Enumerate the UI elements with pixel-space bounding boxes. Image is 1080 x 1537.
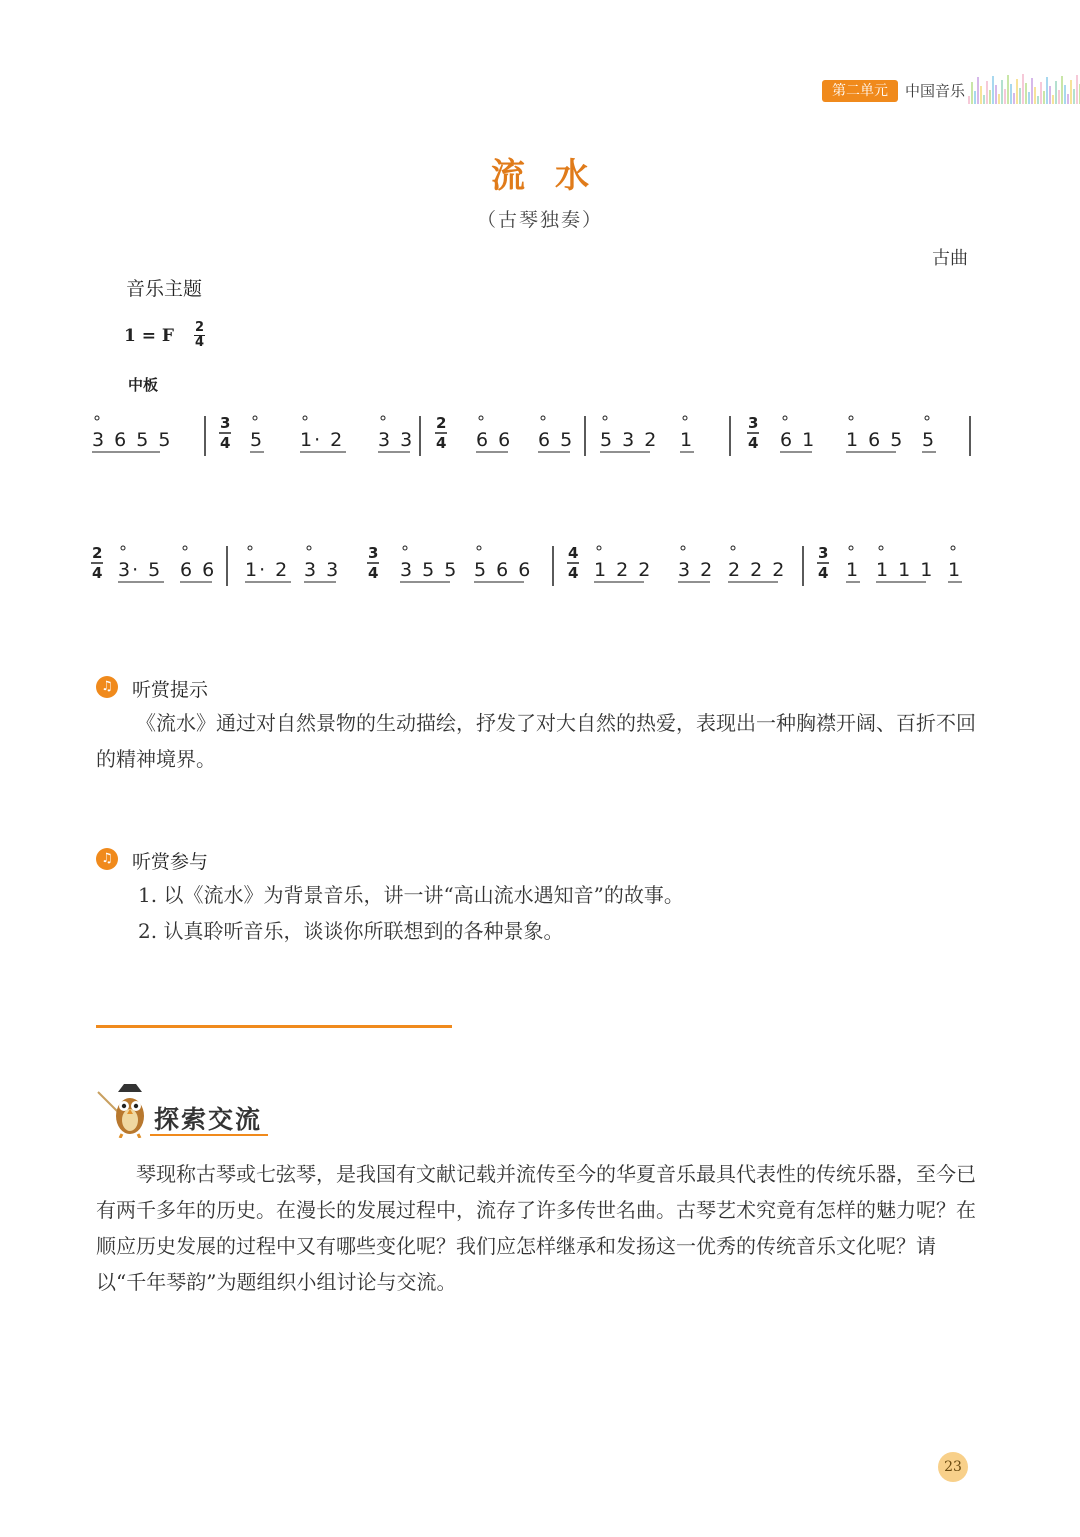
- score-harmonic-mark: [783, 416, 787, 420]
- score-notes: 1: [948, 559, 963, 581]
- unit-tab: 第二单元: [822, 80, 898, 102]
- explore-heading: 探索交流: [154, 1105, 263, 1134]
- score-notes: 1 6 5: [846, 429, 905, 451]
- equalizer-bar: [1052, 95, 1054, 104]
- score-harmonic-mark: [597, 546, 601, 550]
- equalizer-bar: [1067, 94, 1069, 104]
- score-notes: 1: [680, 429, 695, 451]
- equalizer-bar: [1037, 96, 1039, 104]
- score-harmonic-mark: [248, 546, 252, 550]
- score-harmonic-mark: [253, 416, 257, 420]
- score-harmonic-mark: [849, 546, 853, 550]
- score-time-signature: 4: [568, 564, 579, 582]
- score-harmonic-mark: [183, 546, 187, 550]
- equalizer-bar: [1022, 74, 1024, 104]
- participate-item-2: 2. 认真聆听音乐，谈谈你所联想到的各种景象。: [138, 919, 564, 943]
- score-harmonic-mark: [731, 546, 735, 550]
- equalizer-bar: [1070, 80, 1072, 104]
- listen-tips-heading: 听赏提示: [132, 679, 209, 701]
- page-title: 流水: [491, 156, 619, 196]
- equalizer-bar: [992, 76, 994, 104]
- score-notes: 1: [846, 559, 861, 581]
- equalizer-bar: [1010, 84, 1012, 104]
- equalizer-bar: [989, 90, 991, 104]
- equalizer-bar: [983, 95, 985, 104]
- section-divider: [96, 1025, 452, 1028]
- time-sig-num: 2: [195, 320, 205, 335]
- music-note-icon: ♫: [96, 676, 118, 698]
- theme-heading: 音乐主题: [126, 278, 203, 300]
- equalizer-decoration: [968, 70, 1080, 104]
- score-notes: 6 6: [180, 559, 217, 581]
- equalizer-bar: [1076, 75, 1078, 104]
- score-time-signature: 4: [748, 434, 759, 452]
- score-time-signature: 3: [368, 544, 379, 562]
- score-notes: 3 5 5: [400, 559, 459, 581]
- section-label: 中国音乐: [905, 82, 966, 100]
- score-line-1: [92, 414, 970, 456]
- score-harmonic-mark: [925, 416, 929, 420]
- equalizer-bar: [1028, 92, 1030, 104]
- score-harmonic-mark: [477, 546, 481, 550]
- equalizer-bar: [986, 81, 988, 104]
- score-notes: 3 3: [304, 559, 341, 581]
- equalizer-bar: [1064, 85, 1066, 104]
- score-notes: 1 1 1: [876, 559, 935, 581]
- score-notes: 6 6: [476, 429, 513, 451]
- listen-participate-heading: 听赏参与: [132, 851, 209, 873]
- subtitle: （古琴独奏）: [476, 209, 603, 231]
- score-harmonic-mark: [541, 416, 545, 420]
- score-harmonic-mark: [307, 546, 311, 550]
- score-notes: 6 5: [538, 429, 575, 451]
- equalizer-bar: [1049, 86, 1051, 104]
- score-time-signature: 2: [436, 414, 447, 432]
- score-time-signature: 2: [92, 544, 103, 562]
- equalizer-bar: [971, 82, 973, 104]
- score-notes: 2 2 2: [728, 559, 787, 581]
- equalizer-bar: [995, 85, 997, 104]
- score-notes: 3· 5: [118, 559, 163, 581]
- equalizer-bar: [977, 77, 979, 104]
- time-signature: [194, 321, 205, 350]
- equalizer-bar: [1058, 90, 1060, 104]
- time-sig-den: 4: [195, 335, 205, 350]
- composer: 古曲: [932, 248, 968, 269]
- equalizer-bar: [1040, 82, 1042, 104]
- score-time-signature: 4: [436, 434, 447, 452]
- score-notes: 3 2: [678, 559, 715, 581]
- score-harmonic-mark: [403, 546, 407, 550]
- score-time-signature: 3: [220, 414, 231, 432]
- score-notes: 3 6 5 5: [92, 429, 173, 451]
- score-notes: 1 2 2: [594, 559, 653, 581]
- score-harmonic-mark: [849, 416, 853, 420]
- equalizer-bar: [1031, 78, 1033, 104]
- owl-conductor-icon: [96, 1078, 152, 1138]
- equalizer-bar: [1019, 88, 1021, 104]
- score-time-signature: 4: [818, 564, 829, 582]
- equalizer-bar: [974, 91, 976, 104]
- equalizer-bar: [980, 86, 982, 104]
- score-notes: 3 3: [378, 429, 415, 451]
- key-signature: 1 = F: [124, 326, 174, 346]
- participate-item-1: 1. 以《流水》为背景音乐，讲一讲“高山流水遇知音”的故事。: [138, 883, 684, 907]
- page-number: 23: [938, 1452, 968, 1482]
- equalizer-bar: [1025, 83, 1027, 104]
- score-notes: 5 6 6: [474, 559, 533, 581]
- score-harmonic-mark: [603, 416, 607, 420]
- equalizer-bar: [998, 94, 1000, 104]
- score-harmonic-mark: [381, 416, 385, 420]
- score-time-signature: 3: [748, 414, 759, 432]
- score-time-signature: 4: [220, 434, 231, 452]
- score-harmonic-mark: [303, 416, 307, 420]
- score-notes: 1· 2: [300, 429, 345, 451]
- score-time-signature: 3: [818, 544, 829, 562]
- score-harmonic-mark: [121, 546, 125, 550]
- explore-underline: [150, 1134, 268, 1136]
- equalizer-bar: [1055, 81, 1057, 104]
- equalizer-bar: [1046, 77, 1048, 104]
- equalizer-bar: [1061, 76, 1063, 104]
- score-harmonic-mark: [95, 416, 99, 420]
- equalizer-bar: [1013, 93, 1015, 104]
- score-harmonic-mark: [479, 416, 483, 420]
- score-time-signature: 4: [368, 564, 379, 582]
- score-notes: 5: [922, 429, 937, 451]
- score-harmonic-mark: [879, 546, 883, 550]
- music-note-icon: ♫: [96, 848, 118, 870]
- equalizer-bar: [1016, 79, 1018, 104]
- score-line-2: [91, 544, 962, 586]
- score-harmonic-mark: [683, 416, 687, 420]
- score-harmonic-mark: [951, 546, 955, 550]
- jianpu-score: [0, 390, 1080, 610]
- score-notes: 1· 2: [245, 559, 290, 581]
- score-time-signature: 4: [568, 544, 579, 562]
- equalizer-bar: [1073, 89, 1075, 104]
- equalizer-bar: [1001, 80, 1003, 104]
- equalizer-bar: [968, 96, 970, 104]
- equalizer-bar: [1034, 87, 1036, 104]
- score-time-signature: 4: [92, 564, 103, 582]
- score-notes: 5 3 2: [600, 429, 659, 451]
- equalizer-bar: [1004, 89, 1006, 104]
- score-notes: 6 1: [780, 429, 817, 451]
- equalizer-bar: [1043, 91, 1045, 104]
- tempo-mark: 中板: [128, 376, 159, 394]
- score-notes: 5: [250, 429, 265, 451]
- listen-tips-text: 《流水》通过对自然景物的生动描绘，抒发了对大自然的热爱，表现出一种胸襟开阔、百折不回的精神境界。: [96, 711, 976, 771]
- score-harmonic-mark: [681, 546, 685, 550]
- equalizer-bar: [1007, 75, 1009, 104]
- explore-text: 琴现称古琴或七弦琴，是我国有文献记载并流传至今的华夏音乐最具代表性的传统乐器，至今已有两千多年的历史。在漫长的发展过程中，流存了许多传世名曲。古琴艺术究竟有怎样的魅力呢？在顺应历史发展的过程中又有哪些变化呢？我们应怎样继承和发扬这一优秀的传统音乐文化呢？请以“千年琴韵”为题组织小组讨论与交流。: [96, 1162, 976, 1294]
